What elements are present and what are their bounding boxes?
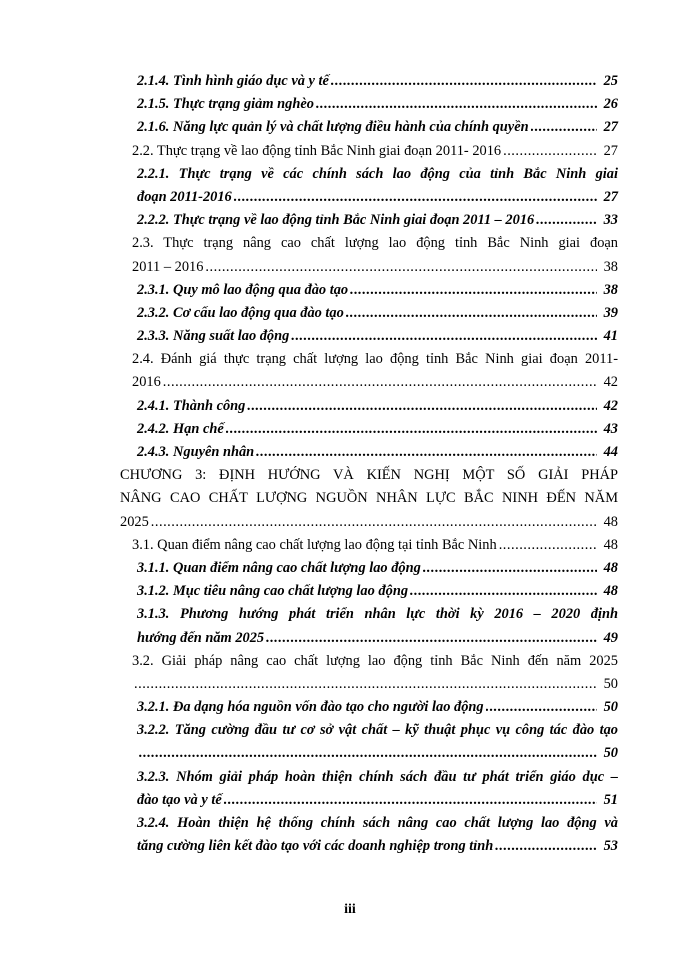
dot-leader [226, 418, 597, 441]
toc-entry-title-line: 2.3. Thực trạng nâng cao chất lượng lao động tỉnh Bắc Ninh giai đoạn [132, 235, 618, 252]
toc-entry-title: 3.2.1. Đa dạng hóa nguồn vốn đào tạo cho người lao động [137, 699, 484, 716]
toc-entry[interactable] [120, 279, 618, 302]
dot-leader [256, 441, 597, 464]
toc-entry[interactable] [120, 766, 618, 812]
toc-entry-title: 2.3.1. Quy mô lao động qua đào tạo [137, 281, 349, 298]
dot-leader [247, 395, 597, 418]
toc-entry-title: 2.4.1. Thành công [137, 397, 246, 414]
toc-entry-page: 26 [603, 96, 618, 113]
toc-entry-title: 3.1.1. Quan điểm nâng cao chất lượng lao động [137, 559, 421, 576]
toc-entry-title-line: 3.2.4. Hoàn thiện hệ thống chính sách nâng cao chất lượng lao động và [137, 815, 618, 831]
toc-entry-title-line: 3.2. Giải pháp nâng cao chất lượng lao động tỉnh Bắc Ninh đến năm 2025 [132, 652, 618, 669]
dot-leader [503, 140, 597, 163]
toc-entry-title: đoạn 2011-2016 [137, 188, 232, 205]
dot-leader [410, 580, 597, 603]
toc-entry-page: 48 [603, 536, 618, 553]
toc-entry-title: 3.1.2. Mục tiêu nâng cao chất lượng lao động [137, 583, 409, 600]
toc-entry-page: 39 [603, 304, 618, 321]
dot-leader [224, 789, 597, 812]
toc-entry[interactable] [120, 163, 618, 209]
toc-entry-title-line: 3.2.3. Nhóm giải pháp hoàn thiện chính sách đầu tư phát triển giáo dục – [137, 768, 618, 785]
toc-entry-title-line: 2.4. Đánh giá thực trạng chất lượng lao động tỉnh Bắc Ninh giai đoạn 2011- [132, 351, 618, 368]
dot-leader [536, 209, 597, 232]
toc-entry[interactable] [120, 209, 618, 232]
toc-entry-page: 42 [603, 374, 618, 391]
toc-entry[interactable] [120, 140, 618, 163]
toc-entry-title-line: NÂNG CAO CHẤT LƯỢNG NGUỒN NHÂN LỰC BẮC NINH ĐẾN NĂM [120, 490, 618, 507]
dot-leader [495, 835, 597, 858]
toc-entry-page: 50 [603, 745, 618, 762]
toc-entry-page: 42 [603, 397, 618, 414]
toc-entry-page: 44 [603, 444, 618, 460]
toc-entry-title: 2.4.3. Nguyên nhân [137, 444, 255, 460]
toc-entry-title: 2.3.2. Cơ cấu lao động qua đào tạo [137, 304, 344, 321]
toc-entry[interactable] [120, 557, 618, 580]
toc-entry[interactable] [120, 580, 618, 603]
toc-entry-page: 41 [603, 328, 618, 345]
toc-entry-title: đào tạo và y tế [137, 791, 222, 808]
toc-entry-title: 2011 – 2016 [132, 258, 204, 275]
toc-entry[interactable] [120, 302, 618, 325]
toc-entry-title: 2025 [120, 513, 149, 530]
toc-entry-page: 53 [603, 838, 618, 855]
toc-entry-title-line: 3.2.2. Tăng cường đầu tư cơ sở vật chất – kỹ thuật phục vụ công tác đào tạo [137, 722, 618, 739]
toc-entry[interactable] [120, 441, 618, 464]
toc-entry-title: 2.1.5. Thực trạng giảm nghèo [137, 96, 314, 113]
toc-entry-title: 2.4.2. Hạn chế [137, 420, 224, 437]
toc-entry-page: 49 [603, 629, 618, 646]
toc-entry-title: 2016 [132, 374, 161, 391]
toc-entry-page: 48 [603, 513, 618, 530]
toc-entry-page: 43 [603, 420, 618, 437]
dot-leader [346, 302, 597, 325]
toc-entry-title: tăng cường liên kết đào tạo với các doanh nghiệp trong tỉnh [137, 838, 494, 855]
toc-entry-title-line: CHƯƠNG 3: ĐỊNH HƯỚNG VÀ KIẾN NGHỊ MỘT SỐ GIẢI PHÁP [120, 467, 618, 484]
toc-entry-page: 50 [603, 675, 618, 692]
toc-entry-page: 38 [603, 281, 618, 298]
toc-entry-title: 2.2.2. Thực trạng về lao động tỉnh Bắc Ninh giai đoạn 2011 – 2016 [137, 212, 535, 229]
toc-entry-title: hướng đến năm 2025 [137, 629, 265, 646]
page-number: iii [344, 902, 356, 917]
dot-leader [350, 279, 597, 302]
toc-entry[interactable] [120, 116, 618, 139]
toc-entry[interactable] [120, 464, 618, 534]
dot-leader [486, 696, 597, 719]
toc-entry[interactable] [120, 719, 618, 765]
toc-entry-title: 3.1. Quan điểm nâng cao chất lượng lao động tại tỉnh Bắc Ninh [132, 536, 497, 553]
dot-leader [139, 742, 597, 765]
dot-leader [134, 673, 597, 696]
dot-leader [331, 70, 597, 93]
table-of-contents [120, 70, 618, 858]
toc-entry-title-line: 3.1.3. Phương hướng phát triển nhân lực thời kỳ 2016 – 2020 định [137, 606, 618, 623]
toc-entry[interactable] [120, 232, 618, 278]
dot-leader [163, 371, 597, 394]
toc-entry-title: 2.1.4. Tình hình giáo dục và y tế [137, 73, 329, 89]
toc-entry-page: 27 [603, 142, 618, 159]
toc-entry[interactable] [120, 70, 618, 93]
dot-leader [266, 627, 597, 650]
dot-leader [151, 511, 597, 534]
dot-leader [316, 93, 597, 116]
toc-entry-page: 27 [603, 119, 618, 136]
toc-entry[interactable] [120, 93, 618, 116]
toc-entry-title-line: 2.2.1. Thực trạng về các chính sách lao động của tỉnh Bắc Ninh giai [137, 165, 618, 182]
toc-entry[interactable] [120, 534, 618, 557]
toc-entry[interactable] [120, 325, 618, 348]
dot-leader [291, 325, 597, 348]
toc-entry-page: 48 [603, 559, 618, 576]
toc-entry-page: 27 [603, 188, 618, 205]
dot-leader [205, 256, 597, 279]
toc-entry[interactable] [120, 395, 618, 418]
toc-entry-page: 51 [603, 791, 618, 808]
toc-entry-page: 50 [603, 699, 618, 716]
toc-entry-page: 48 [603, 583, 618, 600]
toc-entry[interactable] [120, 696, 618, 719]
toc-entry[interactable] [120, 348, 618, 394]
toc-entry-page: 25 [603, 73, 618, 89]
toc-entry[interactable] [120, 812, 618, 858]
toc-entry[interactable] [120, 418, 618, 441]
toc-entry-title: 2.1.6. Năng lực quản lý và chất lượng điều hành của chính quyền [137, 119, 529, 136]
toc-entry[interactable] [120, 603, 618, 649]
dot-leader [499, 534, 597, 557]
dot-leader [234, 186, 597, 209]
toc-entry-page: 33 [603, 212, 618, 229]
dot-leader [423, 557, 597, 580]
dot-leader [531, 116, 597, 139]
toc-entry-title: 2.2. Thực trạng về lao động tỉnh Bắc Ninh giai đoạn 2011- 2016 [132, 142, 502, 159]
toc-entry-page: 38 [603, 258, 618, 275]
toc-entry[interactable] [120, 650, 618, 696]
toc-entry-title: 2.3.3. Năng suất lao động [137, 328, 290, 345]
